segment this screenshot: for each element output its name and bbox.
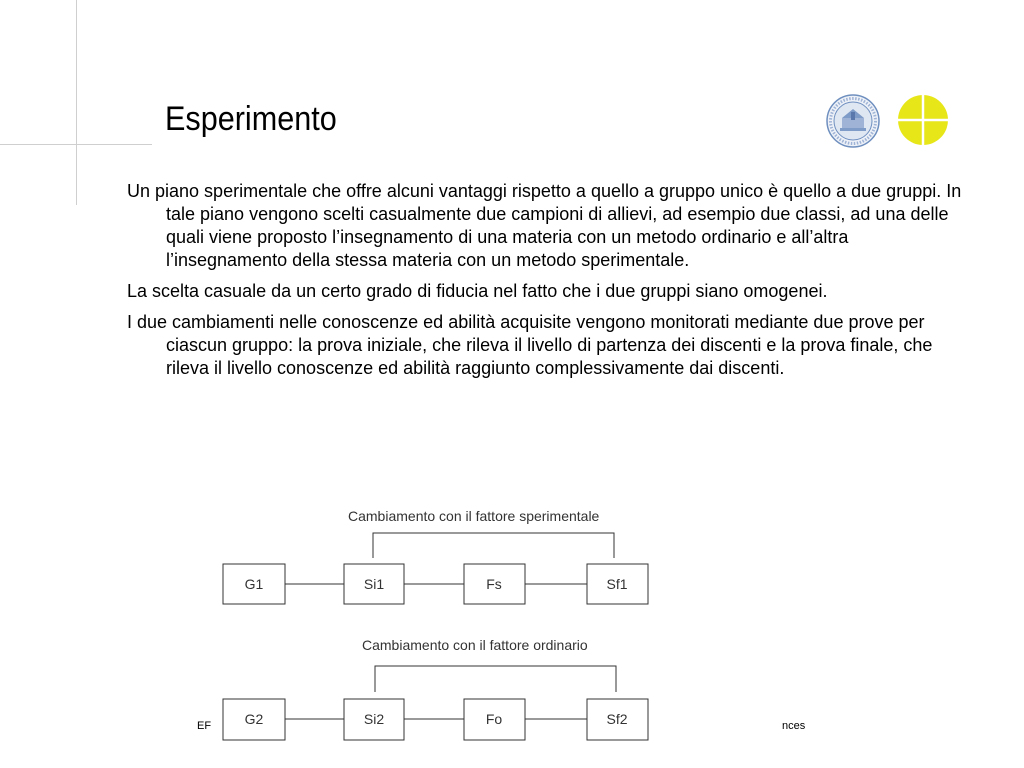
decorative-vertical-line: [76, 0, 77, 205]
box-si1-label: Si1: [363, 576, 385, 592]
diagram-row1-label: Cambiamento con il fattore sperimentale: [348, 508, 600, 524]
paragraph-monitoring: I due cambiamenti nelle conoscenze ed abilità acquisite vengono monitorati mediante due prove per ciascun gruppo: la prova iniziale, che rileva il livello di partenza dei discenti e la prova finale, che rileva il livello conoscenze ed abilità raggiunto complessivamente dai discenti.: [127, 312, 933, 378]
paragraph-two-groups: Un piano sperimentale che offre alcuni vantaggi rispetto a quello a gruppo unico è quello a due gruppi. In tale piano vengono scelti casualmente due campioni di allievi, ad esempio due classi, ad una delle quali viene proposto l’insegnamento di una materia con un metodo ordinario e all’altra l’insegnamento della stessa materia con un metodo sperimentale.: [127, 181, 962, 270]
box-fo-label: Fo: [485, 711, 503, 727]
experiment-diagram: [215, 500, 665, 750]
yellow-cross-circle-icon: [897, 94, 949, 146]
box-si2-label: Si2: [363, 711, 385, 727]
slide-title: Esperimento: [165, 100, 337, 138]
decorative-horizontal-line: [0, 144, 152, 145]
box-fs-label: Fs: [486, 576, 502, 592]
box-g1-label: G1: [244, 576, 264, 592]
slide-body: [127, 180, 967, 388]
footer-right-text: nces: [782, 720, 806, 732]
box-sf2-label: Sf2: [606, 711, 628, 727]
footer-left-text: EF: [197, 720, 212, 732]
box-g2-label: G2: [244, 711, 264, 727]
box-sf1-label: Sf1: [606, 576, 628, 592]
diagram-row2-label: Cambiamento con il fattore ordinario: [362, 637, 588, 653]
paragraph-random-choice: La scelta casuale da un certo grado di fiducia nel fatto che i due gruppi siano omogenei.: [127, 281, 828, 301]
university-seal-icon: [826, 94, 880, 148]
